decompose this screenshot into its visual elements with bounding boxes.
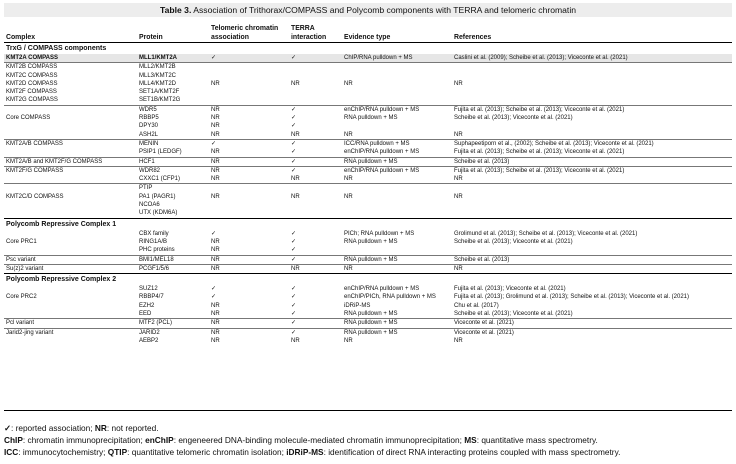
cell-evidence: RNA pulldown + MS <box>344 238 398 245</box>
table-row <box>4 148 732 157</box>
table-row <box>4 88 732 96</box>
cell-complex <box>4 184 137 193</box>
footnote-3: ICC: immunocytochemistry; QTIP: quantitative telomeric chromatin isolation; iDRiP-MS: identification of direct RNA interacting proteins coupled with mass spectrometry. <box>4 447 621 457</box>
cell-terra <box>289 201 342 209</box>
cell-complex <box>4 285 137 293</box>
cell-terra: NR <box>291 193 300 200</box>
cell-telo: NR <box>211 80 220 87</box>
header-row <box>4 19 732 43</box>
cell-refs: Scheibe et al. (2013); Viceconte et al. (2021) <box>454 115 573 122</box>
table-row <box>4 264 732 273</box>
cell-refs <box>452 88 732 96</box>
cell-refs <box>452 246 732 255</box>
cell-complex <box>4 230 137 238</box>
cell-terra: ✓ <box>289 166 342 175</box>
cell-terra: ✓ <box>291 311 297 318</box>
table-row <box>4 246 732 255</box>
cell-refs <box>452 201 732 209</box>
cell-evidence: NR <box>342 264 452 273</box>
cell-complex: KMT2B COMPASS <box>4 63 137 72</box>
cell-refs: Suphapeetiporn et al., (2002); Scheibe et al. (2013); Viceconte et al. (2021) <box>452 139 732 148</box>
cell-protein: JARID2 <box>137 328 209 337</box>
section-row <box>4 274 732 286</box>
cell-terra: ✓ <box>289 319 342 328</box>
cell-evidence <box>342 122 452 130</box>
cell-evidence: enChIP/RNA pulldown + MS <box>342 166 452 175</box>
cell-telo: ✓ <box>211 230 217 237</box>
cell-terra: ✓ <box>291 286 297 293</box>
cell-evidence: NR <box>344 193 353 200</box>
data-table <box>4 19 732 345</box>
cell-evidence: RNA pulldown + MS <box>342 319 452 328</box>
cell-terra <box>289 72 342 80</box>
cell-protein: HCF1 <box>137 157 209 166</box>
cell-protein: WDR5 <box>137 105 209 114</box>
cell-telo: NR <box>211 302 220 309</box>
cell-terra <box>289 63 342 72</box>
section-title: Polycomb Repressive Complex 1 <box>4 218 732 230</box>
cell-complex: KMT2G COMPASS <box>6 97 58 104</box>
cell-telo: ✓ <box>211 286 217 293</box>
table-row <box>4 166 732 175</box>
cell-complex: Core COMPASS <box>6 115 51 122</box>
cell-terra <box>289 96 342 105</box>
cell-protein: SET1B/KMT2G <box>139 97 181 104</box>
cell-protein: CBX family <box>139 230 169 237</box>
cell-evidence: NR <box>344 176 353 183</box>
cell-evidence: RNA pulldown + MS <box>342 157 452 166</box>
cell-evidence <box>342 63 452 72</box>
cell-protein: WDR82 <box>137 166 209 175</box>
cell-refs: NR <box>454 80 463 87</box>
cell-telo: ✓ <box>211 294 217 301</box>
table-row <box>4 175 732 184</box>
table-row <box>4 255 732 264</box>
cell-refs: Fujita et al. (2013); Scheibe et al. (2013); Viceconte et al. (2021) <box>452 105 732 114</box>
table-row <box>4 157 732 166</box>
cell-terra: ✓ <box>291 230 297 237</box>
cell-refs: Viceconte et al. (2021) <box>452 319 732 328</box>
cell-refs: Scheibe et al. (2013) <box>452 157 732 166</box>
cell-evidence: RNA pulldown + MS <box>344 115 398 122</box>
cell-refs: NR <box>454 193 463 200</box>
cell-telo: NR <box>211 193 220 200</box>
cell-complex <box>4 201 137 209</box>
table-row <box>4 337 732 345</box>
cell-evidence: PICh; RNA pulldown + MS <box>344 230 415 237</box>
cell-evidence: RNA pulldown + MS <box>342 328 452 337</box>
cell-telo: NR <box>211 176 220 183</box>
cell-terra: ✓ <box>289 255 342 264</box>
header-evidence: Evidence type <box>342 19 452 43</box>
cell-terra: NR <box>291 337 300 344</box>
cell-complex <box>4 122 137 130</box>
footnote-2: ChIP: chromatin immunoprecipitation; enChIP: engeneered DNA-binding molecule-mediated chromatin immunoprecipitation; MS: quantitative mass spectrometry. <box>4 435 598 445</box>
cell-protein: SUZ12 <box>139 286 158 293</box>
cell-complex <box>4 175 137 184</box>
cell-refs: Caslini et al. (2009); Scheibe et al. (2013); Viceconte et al. (2021) <box>452 54 732 63</box>
cell-telo: NR <box>209 255 289 264</box>
cell-protein: MTF2 (PCL) <box>137 319 209 328</box>
cell-refs: NR <box>454 131 463 138</box>
cell-protein: NCOA6 <box>139 202 160 209</box>
cell-refs <box>452 209 732 218</box>
cell-refs: Fujita et al. (2013); Viceconte et al. (2021) <box>454 286 566 293</box>
table-row <box>4 131 732 140</box>
table-row <box>4 293 732 301</box>
cell-terra: ✓ <box>289 54 342 63</box>
cell-terra: ✓ <box>291 302 297 309</box>
cell-refs: Chu et al. (2017) <box>454 302 499 309</box>
table-row <box>4 105 732 114</box>
cell-telo: NR <box>211 311 220 318</box>
cell-telo <box>209 63 289 72</box>
caption-text: Association of Trithorax/COMPASS and Polycomb components with TERRA and telomeric chromatin <box>193 5 577 15</box>
cell-terra: ✓ <box>289 328 342 337</box>
cell-refs: Fujita et al. (2013); Grolimund et al. (2013); Scheibe et al. (2013); Viceconte et al. (2021) <box>454 294 690 301</box>
cell-evidence: enChIP/RNA pulldown + MS <box>344 286 420 293</box>
cell-terra: ✓ <box>289 139 342 148</box>
cell-telo: ✓ <box>209 139 289 148</box>
cell-protein: ASH2L <box>139 131 159 138</box>
cell-terra: ✓ <box>291 123 297 130</box>
cell-evidence <box>342 246 452 255</box>
cell-telo: NR <box>209 157 289 166</box>
cell-refs: Scheibe et al. (2013); Viceconte et al. (2021) <box>454 311 573 318</box>
cell-telo: NR <box>211 115 220 122</box>
table-row <box>4 285 732 293</box>
cell-refs: Grolimund et al. (2013); Scheibe et al. (2013); Viceconte et al. (2021) <box>454 230 638 237</box>
cell-protein: EED <box>139 311 152 318</box>
table-row <box>4 114 732 122</box>
section-title: Polycomb Repressive Complex 2 <box>4 274 732 286</box>
section-row <box>4 218 732 230</box>
cell-refs: Viceconte et al. (2021) <box>452 328 732 337</box>
cell-terra: ✓ <box>291 294 297 301</box>
cell-evidence: enChIP/PICh, RNA pulldown + MS <box>344 294 436 301</box>
cell-evidence <box>342 201 452 209</box>
cell-evidence: iDRiP-MS <box>344 302 371 309</box>
cell-telo: NR <box>211 149 220 156</box>
cell-protein: MLL3/KMT2C <box>139 72 177 79</box>
cell-evidence <box>342 209 452 218</box>
table-row <box>4 310 732 319</box>
cell-telo: NR <box>211 123 220 130</box>
cell-refs: Scheibe et al. (2013) <box>452 255 732 264</box>
cell-complex: Pcl variant <box>4 319 137 328</box>
table-row <box>4 54 732 63</box>
cell-telo: ✓ <box>209 54 289 63</box>
cell-terra: NR <box>289 264 342 273</box>
cell-protein: MENIN <box>137 139 209 148</box>
cell-protein: EZH2 <box>139 302 155 309</box>
cell-telo <box>209 184 289 193</box>
caption-label: Table 3. <box>159 5 192 15</box>
cell-evidence <box>342 184 452 193</box>
cell-refs: NR <box>454 337 463 344</box>
cell-complex <box>4 246 137 255</box>
cell-terra <box>289 184 342 193</box>
cell-complex: KMT2A/B and KMT2F/G COMPASS <box>4 157 137 166</box>
cell-terra <box>289 209 342 218</box>
cell-evidence <box>342 72 452 80</box>
cell-protein: PSIP1 (LEDGF) <box>139 149 182 156</box>
cell-telo <box>209 209 289 218</box>
cell-complex: Jarid2-jing variant <box>4 328 137 337</box>
table-row <box>4 184 732 193</box>
cell-protein: MLL4/KMT2D <box>139 80 177 87</box>
cell-complex: KMT2F COMPASS <box>6 89 57 96</box>
cell-telo: NR <box>209 166 289 175</box>
header-complex: Complex <box>4 19 137 43</box>
cell-evidence: NR <box>344 131 353 138</box>
cell-telo: NR <box>209 105 289 114</box>
cell-refs: Fujita et al. (2013); Scheibe et al. (2013); Viceconte et al. (2021) <box>452 166 732 175</box>
table-row <box>4 302 732 310</box>
cell-evidence: ICC/RNA pulldown + MS <box>342 139 452 148</box>
cell-terra: ✓ <box>289 105 342 114</box>
table-row <box>4 72 732 80</box>
table-row <box>4 80 732 88</box>
table-row <box>4 193 732 201</box>
cell-protein: MLL1/KMT2A <box>137 54 209 63</box>
cell-telo <box>209 88 289 96</box>
cell-protein: RBBP4/7 <box>139 294 164 301</box>
cell-terra: ✓ <box>291 115 297 122</box>
cell-telo: NR <box>209 319 289 328</box>
cell-telo: NR <box>209 328 289 337</box>
cell-telo: NR <box>211 238 220 245</box>
cell-complex <box>4 310 137 319</box>
header-telomeric: Telomeric chromatin association <box>209 19 289 43</box>
cell-complex <box>4 148 137 157</box>
table-row <box>4 230 732 238</box>
cell-telo <box>209 96 289 105</box>
cell-protein: PHC proteins <box>139 247 175 254</box>
cell-terra: NR <box>291 131 300 138</box>
cell-complex: KMT2F/G COMPASS <box>4 166 137 175</box>
cell-evidence: enChIP/RNA pulldown + MS <box>344 149 420 156</box>
cell-protein: RING1A/B <box>139 238 168 245</box>
cell-protein: UTX (KDM6A) <box>139 210 178 217</box>
cell-complex: Core PRC1 <box>6 238 37 245</box>
cell-complex <box>4 209 137 218</box>
cell-refs: NR <box>452 264 732 273</box>
cell-protein: MLL2/KMT2B <box>137 63 209 72</box>
table-row <box>4 238 732 246</box>
table-row <box>4 201 732 209</box>
cell-terra: ✓ <box>291 149 297 156</box>
cell-refs <box>452 184 732 193</box>
cell-protein: PA1 (PAGR1) <box>139 193 176 200</box>
cell-evidence: RNA pulldown + MS <box>344 311 398 318</box>
cell-terra: ✓ <box>289 157 342 166</box>
cell-refs: Scheibe et al. (2013); Viceconte et al. (2021) <box>454 238 573 245</box>
cell-evidence: NR <box>344 337 353 344</box>
cell-terra: NR <box>291 80 300 87</box>
cell-protein: AEBP2 <box>139 337 159 344</box>
cell-complex: KMT2C/D COMPASS <box>6 193 64 200</box>
table-bottom-rule <box>4 410 732 411</box>
cell-complex <box>4 105 137 114</box>
cell-telo: NR <box>211 247 220 254</box>
cell-telo <box>209 72 289 80</box>
cell-complex: Core PRC2 <box>6 294 37 301</box>
footnote-1: ✓: reported association; NR: not reported. <box>4 423 159 433</box>
cell-protein: SET1A/KMT2F <box>139 89 180 96</box>
table-row <box>4 122 732 130</box>
cell-terra: NR <box>291 176 300 183</box>
table-row <box>4 209 732 218</box>
cell-evidence: ChIP/RNA pulldown + MS <box>342 54 452 63</box>
cell-terra: ✓ <box>291 238 297 245</box>
section-title: TrxG / COMPASS components <box>4 43 732 55</box>
section-row <box>4 43 732 55</box>
cell-telo: NR <box>211 131 220 138</box>
header-terra: TERRA interaction <box>289 19 342 43</box>
cell-complex: KMT2A/B COMPASS <box>4 139 137 148</box>
header-references: References <box>452 19 732 43</box>
cell-evidence: enChIP/RNA pulldown + MS <box>342 105 452 114</box>
cell-complex: KMT2C COMPASS <box>6 72 58 79</box>
cell-protein: PCGF1/5/6 <box>137 264 209 273</box>
cell-refs <box>452 63 732 72</box>
cell-refs: Fujita et al. (2013); Scheibe et al. (2013); Viceconte et al. (2021) <box>454 149 625 156</box>
cell-telo: NR <box>211 337 220 344</box>
cell-evidence: RNA pulldown + MS <box>342 255 452 264</box>
cell-protein: PTIP <box>137 184 209 193</box>
cell-refs <box>452 96 732 105</box>
cell-complex: Psc variant <box>4 255 137 264</box>
cell-complex: Su(z)2 variant <box>4 264 137 273</box>
table-row <box>4 96 732 105</box>
cell-protein: BMI1/MEL18 <box>137 255 209 264</box>
table-row <box>4 319 732 328</box>
cell-refs <box>452 122 732 130</box>
cell-telo: NR <box>209 264 289 273</box>
cell-evidence <box>342 88 452 96</box>
cell-terra: ✓ <box>291 247 297 254</box>
cell-complex: KMT2D COMPASS <box>6 80 58 87</box>
cell-refs <box>452 72 732 80</box>
table-row <box>4 328 732 337</box>
cell-telo <box>209 201 289 209</box>
cell-protein: RBBP5 <box>139 115 159 122</box>
table-row <box>4 139 732 148</box>
cell-complex <box>4 302 137 310</box>
cell-terra <box>289 88 342 96</box>
cell-refs: NR <box>454 176 463 183</box>
cell-protein: DPY30 <box>139 123 159 130</box>
table-caption <box>4 3 732 17</box>
cell-evidence <box>342 96 452 105</box>
cell-protein: CXXC1 (CFP1) <box>139 176 181 183</box>
cell-complex: KMT2A COMPASS <box>4 54 137 63</box>
cell-evidence: NR <box>344 80 353 87</box>
cell-complex <box>4 337 137 345</box>
cell-complex <box>4 131 137 140</box>
table-row <box>4 63 732 72</box>
header-protein: Protein <box>137 19 209 43</box>
